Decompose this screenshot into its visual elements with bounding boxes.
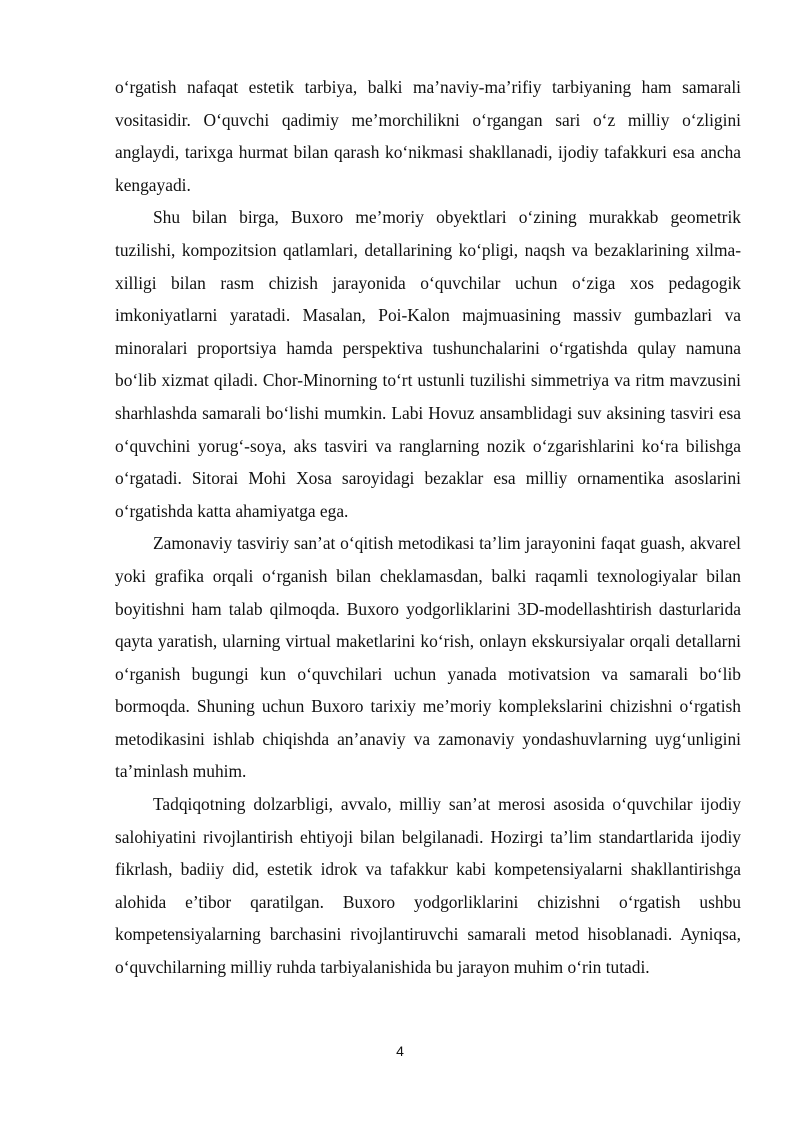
page-number: 4 [396,1043,404,1059]
paragraph-continuation: o‘rgatish nafaqat estetik tarbiya, balki ma’naviy-ma’rifiy tarbiyaning ham samarali vositasidir. O‘quvchi qadimiy me’morchilikni o‘rgangan sari o‘z milliy o‘zligini anglaydi, tarixga hurmat bilan qarash ko‘nikmasi shakllanadi, ijodiy tafakkuri esa ancha kengayadi. [115,77,741,195]
body-text [115,71,741,984]
paragraph-modern-methodology: Zamonaviy tasviriy san’at o‘qitish metodikasi ta’lim jarayonini faqat guash, akvarel yoki grafika orqali o‘rganish bilan cheklamasdan, balki raqamli texnologiyalar bilan boyitishni ham talab qilmoqda. Buxoro yodgorliklarini 3D-modellashtirish dasturlarida qayta yaratish, ularning virtual maketlarini ko‘rish, onlayn ekskursiyalar orqali detallarni o‘rganish bugungi kun o‘quvchilari uchun yanada motivatsion va samarali bo‘lib bormoqda. Shuning uchun Buxoro tarixiy me’moriy komplekslarini chizishni o‘rgatish metodikasini ishlab chiqishda an’anaviy va zamonaviy yondashuvlarning uyg‘unligini ta’minlash muhim. [115,533,741,782]
paragraph-bukhara-architecture: Shu bilan birga, Buxoro me’moriy obyektlari o‘zining murakkab geometrik tuzilishi, kompozitsion qatlamlari, detallarining ko‘pligi, naqsh va bezaklarining xilma-xilligi bilan rasm chizish jarayonida o‘quvchilar uchun o‘ziga xos pedagogik imkoniyatlarni yaratadi. Masalan, Poi-Kalon majmuasining massiv gumbazlari va minoralari proportsiya hamda perspektiva tushunchalarini o‘rgatishda qulay namuna bo‘lib xizmat qiladi. Chor-Minorning to‘rt ustunli tuzilishi simmetriya va ritm mavzusini sharhlashda samarali bo‘lishi mumkin. Labi Hovuz ansamblidagi suv aksining tasviri esa o‘quvchini yorug‘-soya, aks tasviri va ranglarning nozik o‘zgarishlarini ko‘ra bilishga o‘rgatadi. Sitorai Mohi Xosa saroyidagi bezaklar esa milliy ornamentika asoslarini o‘rgatishda katta ahamiyatga ega. [115,207,741,521]
paragraph-research-relevance: Tadqiqotning dolzarbligi, avvalo, milliy san’at merosi asosida o‘quvchilar ijodiy salohiyatini rivojlantirish ehtiyoji bilan belgilanadi. Hozirgi ta’lim standartlarida ijodiy fikrlash, badiiy did, estetik idrok va tafakkur kabi kompetensiyalarni shakllantirishga alohida e’tibor qaratilgan. Buxoro yodgorliklarini chizishni o‘rgatish ushbu kompetensiyalarning barchasini rivojlantiruvchi samarali metod hisoblanadi. Ayniqsa, o‘quvchilarning milliy ruhda tarbiyalanishida bu jarayon muhim o‘rin tutadi. [115,794,741,978]
